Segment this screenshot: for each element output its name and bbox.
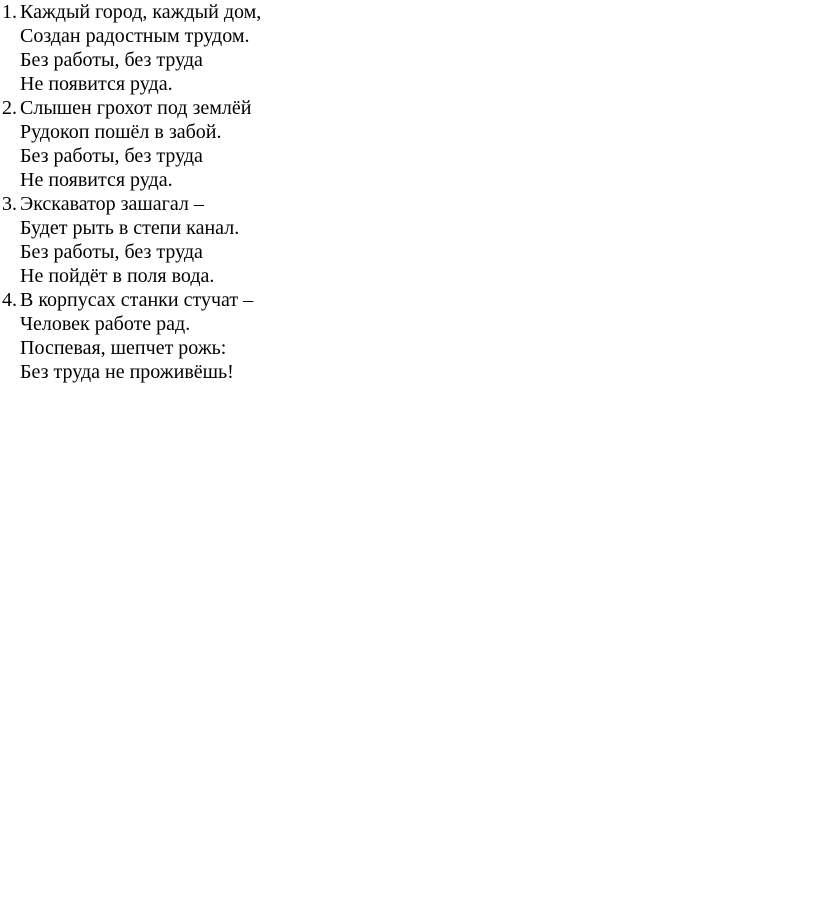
- poem-line: [0, 264, 816, 288]
- poem-line-text: Без труда не проживёшь!: [20, 361, 234, 383]
- poem-line-text: Без работы, без труда: [20, 49, 203, 71]
- poem-line: [0, 216, 816, 240]
- stanza-number: 4.: [2, 289, 17, 311]
- poem-line: [0, 288, 816, 312]
- poem-line: [0, 24, 816, 48]
- poem-line: [0, 336, 816, 360]
- poem-line: [0, 192, 816, 216]
- stanza-number: 2.: [2, 97, 17, 119]
- poem-line: [0, 360, 816, 384]
- poem-line-text: Экскаватор зашагал –: [20, 193, 204, 215]
- poem-line-text: Не появится руда.: [20, 73, 173, 95]
- stanza-number: 3.: [2, 193, 17, 215]
- poem-line: [0, 312, 816, 336]
- poem-line: [0, 240, 816, 264]
- poem-line-text: В корпусах станки стучат –: [20, 289, 254, 311]
- poem-line: [0, 120, 816, 144]
- poem-line: [0, 72, 816, 96]
- poem-line-text: Рудокоп пошёл в забой.: [20, 121, 222, 143]
- poem-line: [0, 48, 816, 72]
- stanza-1: [0, 0, 816, 96]
- poem-line-text: Человек работе рад.: [20, 313, 191, 335]
- poem-line: [0, 168, 816, 192]
- poem-line: [0, 0, 816, 24]
- poem-line-text: Каждый город, каждый дом,: [20, 1, 262, 23]
- poem-line: [0, 144, 816, 168]
- poem: [0, 0, 816, 384]
- poem-line-text: Не пойдёт в поля вода.: [20, 265, 215, 287]
- poem-line-text: Поспевая, шепчет рожь:: [20, 337, 227, 359]
- stanza-2: [0, 96, 816, 192]
- poem-line-text: Не появится руда.: [20, 169, 173, 191]
- poem-line-text: Без работы, без труда: [20, 145, 203, 167]
- stanza-4: [0, 288, 816, 384]
- stanza-3: [0, 192, 816, 288]
- poem-line-text: Слышен грохот под землёй: [20, 97, 252, 119]
- poem-line-text: Будет рыть в степи канал.: [20, 217, 240, 239]
- stanza-number: 1.: [2, 1, 17, 23]
- poem-line-text: Создан радостным трудом.: [20, 25, 250, 47]
- poem-line-text: Без работы, без труда: [20, 241, 203, 263]
- poem-line: [0, 96, 816, 120]
